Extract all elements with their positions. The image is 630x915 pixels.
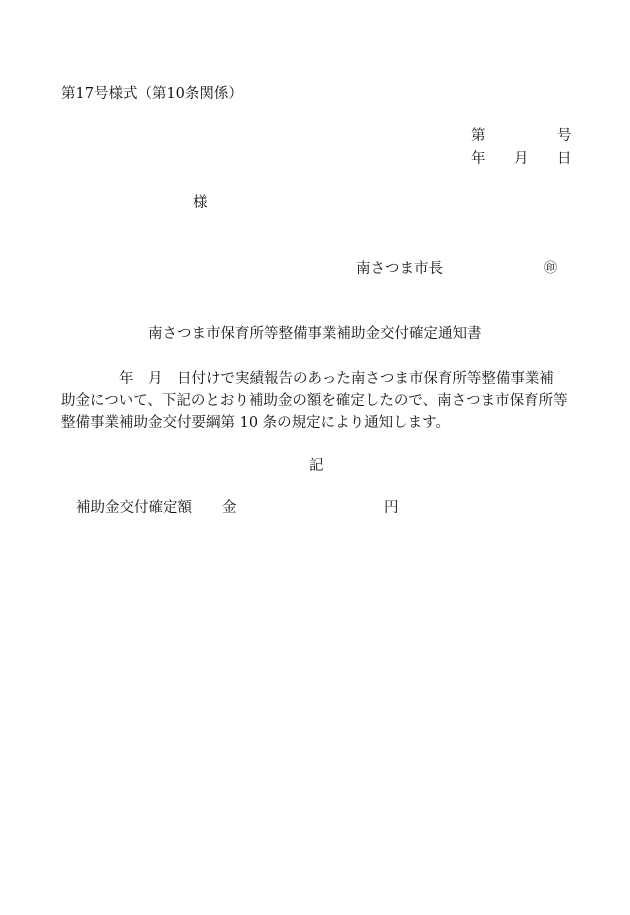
date-day: 日 xyxy=(557,151,572,167)
date-year: 年 xyxy=(471,151,486,167)
body-line: 年 月 日付けで実績報告のあった南さつま市保育所等整備事業補 xyxy=(61,371,554,387)
form-number: 第17号様式（第10条関係） xyxy=(61,86,243,102)
ki-heading: 記 xyxy=(309,458,324,474)
addressee-suffix: 様 xyxy=(193,195,208,211)
amount-unit: 円 xyxy=(384,500,399,516)
document-title: 南さつま市保育所等整備事業補助金交付確定通知書 xyxy=(148,326,482,342)
doc-number-suffix: 号 xyxy=(557,128,572,144)
amount-label: 補助金交付確定額 xyxy=(76,500,192,516)
doc-number-prefix: 第 xyxy=(471,128,486,144)
body-line: 整備事業補助金交付要綱第 10 条の規定により通知します。 xyxy=(61,415,451,431)
seal-mark: ㊞ xyxy=(544,261,558,276)
issuer-name: 南さつま市長 xyxy=(356,261,443,277)
date-month: 月 xyxy=(514,151,529,167)
body-line: 助金について、下記のとおり補助金の額を確定したので、南さつま市保育所等 xyxy=(61,393,568,409)
amount-prefix: 金 xyxy=(222,500,237,516)
body-paragraph xyxy=(61,368,577,434)
